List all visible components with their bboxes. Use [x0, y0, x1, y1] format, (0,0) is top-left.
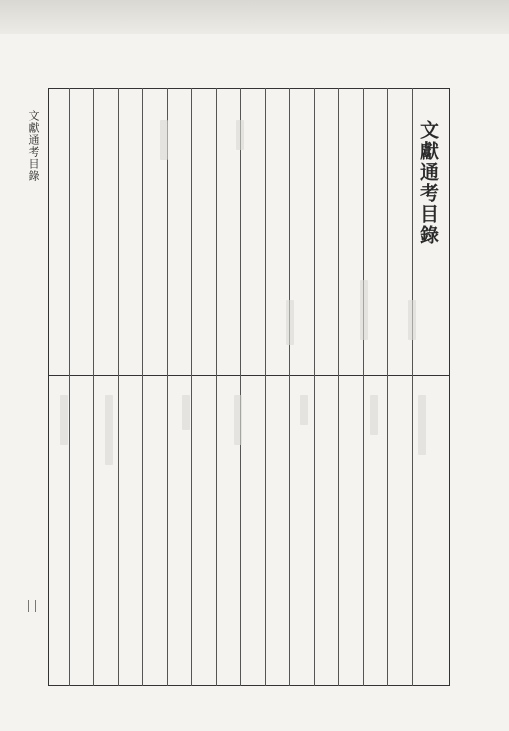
column-rule: [412, 88, 413, 686]
main-title: 文獻通考目錄: [417, 120, 439, 246]
column-rule: [191, 88, 192, 686]
column-rule: [387, 88, 388, 686]
register-divider: [48, 375, 450, 376]
bleed-through-mark: [236, 120, 244, 150]
page-frame: [48, 88, 450, 686]
column-rule: [93, 88, 94, 686]
column-rule: [216, 88, 217, 686]
bleed-through-mark: [360, 280, 368, 340]
running-title: 文獻通考目錄: [27, 110, 40, 182]
column-rule: [69, 88, 70, 686]
bleed-through-mark: [160, 120, 168, 160]
bleed-through-mark: [105, 395, 113, 465]
bleed-through-mark: [286, 300, 294, 345]
bleed-through-mark: [408, 300, 416, 340]
column-rule: [314, 88, 315, 686]
bleed-through-mark: [234, 395, 242, 445]
column-rule: [265, 88, 266, 686]
column-rule: [363, 88, 364, 686]
column-rule: [289, 88, 290, 686]
bleed-through-mark: [370, 395, 378, 435]
bleed-through-mark: [418, 395, 426, 455]
column-rule: [142, 88, 143, 686]
folio-mark: [28, 600, 36, 612]
column-rule: [167, 88, 168, 686]
column-rule: [338, 88, 339, 686]
bleed-through-mark: [300, 395, 308, 425]
column-rule: [118, 88, 119, 686]
column-rule: [240, 88, 241, 686]
bleed-through-mark: [60, 395, 68, 445]
page-top-edge: [0, 0, 509, 34]
bleed-through-mark: [182, 395, 190, 430]
